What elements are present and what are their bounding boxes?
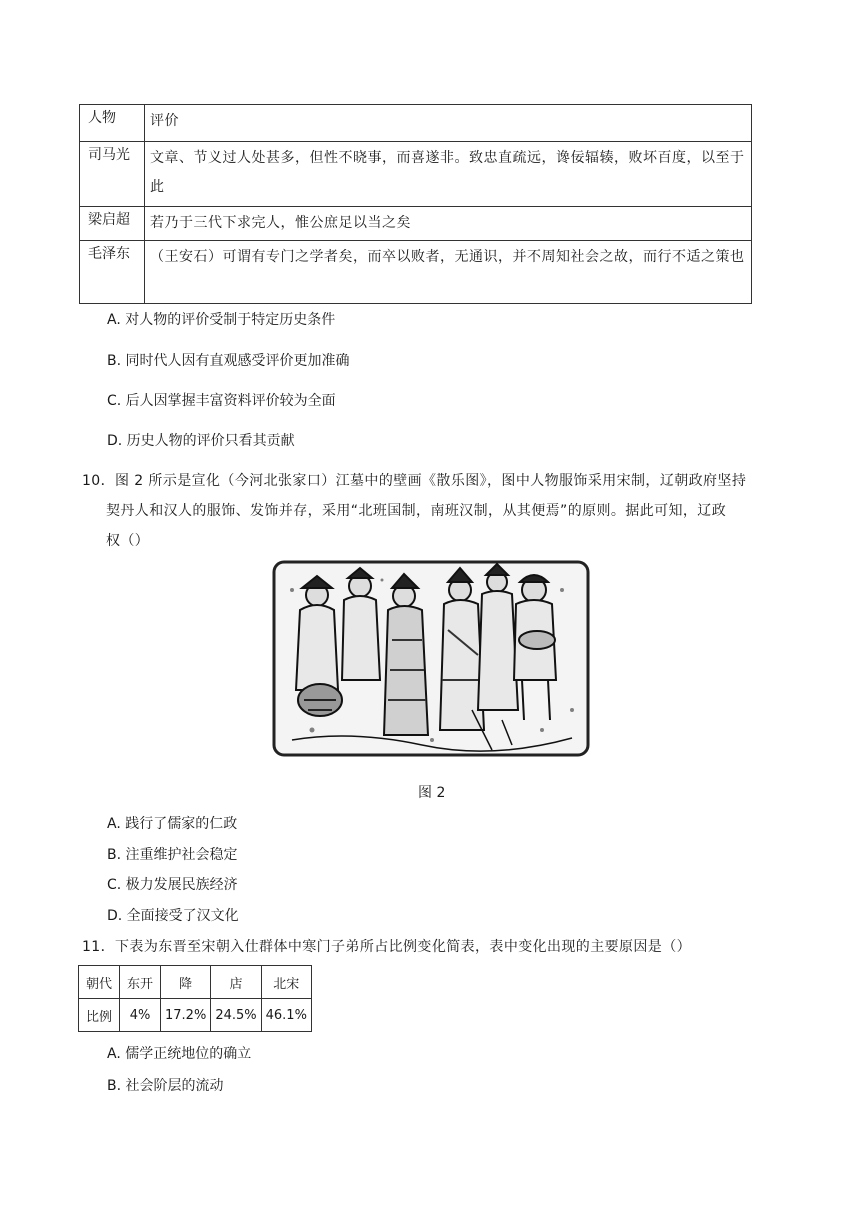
- table-cell: 文章、节义过人处甚多，但性不晓事，而喜遂非。致忠直疏远，谗佞辐辏，败坏百度，以至于此: [145, 142, 752, 207]
- table-cell: 人物: [80, 105, 145, 142]
- table-cell: 毛泽东: [80, 241, 145, 304]
- table-row: [80, 241, 752, 304]
- option-b: B. 同时代人因有直观感受评价更加准确: [107, 353, 350, 369]
- question-line: 权（）: [106, 533, 150, 549]
- mural-image: [272, 560, 590, 757]
- table-cell: 24.5%: [211, 999, 261, 1032]
- table-row: [79, 999, 312, 1032]
- option-a: A. 儒学正统地位的确立: [107, 1046, 252, 1062]
- table-cell: 降: [161, 966, 211, 999]
- table-cell: 司马光: [80, 142, 145, 207]
- question-line: 契丹人和汉人的服饰、发饰并存，采用“北班国制，南班汉制，从其便焉”的原则。据此可知，辽政: [106, 503, 727, 519]
- table-cell: 17.2%: [161, 999, 211, 1032]
- ratio-table: [78, 965, 312, 1032]
- table-cell: 若乃于三代下求完人，惟公庶足以当之矣: [145, 207, 752, 241]
- table-cell: 店: [211, 966, 261, 999]
- table-cell: （王安石）可谓有专门之学者矣，而卒以败者，无通识，并不周知社会之故，而行不适之策也: [145, 241, 752, 304]
- table-cell: 评价: [145, 105, 752, 142]
- table-row: [80, 142, 752, 207]
- option-c: C. 后人因掌握丰富资料评价较为全面: [107, 393, 336, 409]
- option-a: A. 践行了儒家的仁政: [107, 816, 238, 832]
- question-10-stem: [82, 466, 762, 556]
- option-c: C. 极力发展民族经济: [107, 877, 238, 893]
- table-cell: 朝代: [79, 966, 120, 999]
- table-cell: 4%: [120, 999, 161, 1032]
- evaluation-table: [79, 104, 752, 304]
- figure-caption: 图 2: [418, 785, 446, 801]
- option-b: B. 注重维护社会稳定: [107, 847, 238, 863]
- table-cell: 46.1%: [261, 999, 311, 1032]
- table-cell: 东开: [120, 966, 161, 999]
- table-row: [79, 966, 312, 999]
- option-d: D. 全面接受了汉文化: [107, 908, 239, 924]
- table-cell: 比例: [79, 999, 120, 1032]
- option-b: B. 社会阶层的流动: [107, 1078, 224, 1094]
- table-cell: 梁启超: [80, 207, 145, 241]
- question-line: 10．图 2 所示是宣化（今河北张家口）江墓中的壁画《散乐图》，图中人物服饰采用宋制，辽朝政府坚持: [82, 473, 747, 489]
- question-11-stem: 11．下表为东晋至宋朝入仕群体中寒门子弟所占比例变化简表，表中变化出现的主要原因是（）: [82, 939, 692, 955]
- table-row: [80, 207, 752, 241]
- option-d: D. 历史人物的评价只看其贡献: [107, 433, 295, 449]
- option-a: A. 对人物的评价受制于特定历史条件: [107, 312, 336, 328]
- table-cell: 北宋: [261, 966, 311, 999]
- table-row: [80, 105, 752, 142]
